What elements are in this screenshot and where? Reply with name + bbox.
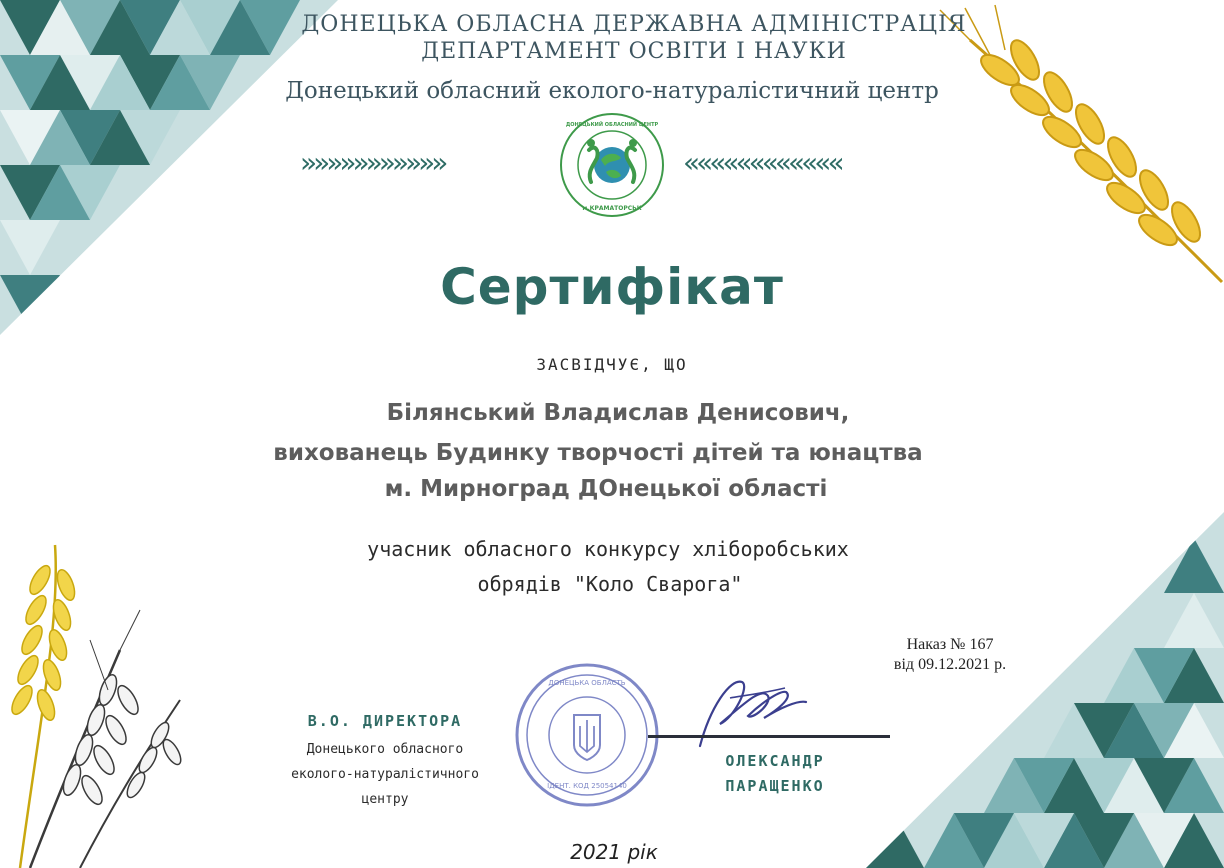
signature-line <box>648 735 890 738</box>
center-logo-icon <box>551 110 673 220</box>
decorative-arrows-left: »»»»»»»»»»» <box>300 146 445 179</box>
center-name: Донецький обласний еколого-натуралістичний центр <box>285 78 939 104</box>
recipient-affiliation: вихованець Будинку творчості дітей та юнацтва <box>273 440 923 466</box>
director-org-line-1: Донецького обласного <box>306 742 464 757</box>
department-line: ДЕПАРТАМЕНТ ОСВІТИ І НАУКИ <box>421 39 847 64</box>
certifies-line: ЗАСВІДЧУЄ, ЩО <box>536 355 688 374</box>
certificate-title: Сертифікат <box>440 258 784 316</box>
recipient-city: м. Мирноград ДОнецької області <box>384 476 828 502</box>
svg-text:м.КРАМАТОРСЬК: м.КРАМАТОРСЬК <box>582 205 642 212</box>
decorative-arrows-right: «««««««««««« <box>683 146 841 179</box>
participation-line-2: обрядів "Коло Сварога" <box>477 572 743 596</box>
recipient-name: Білянський Владислав Денисович, <box>386 400 850 426</box>
certificate-year: 2021 рік <box>570 840 658 864</box>
svg-text:ІДЕНТ. КОД 25054140: ІДЕНТ. КОД 25054140 <box>547 782 627 790</box>
administration-line: ДОНЕЦЬКА ОБЛАСНА ДЕРЖАВНА АДМІНІСТРАЦІЯ <box>301 12 967 37</box>
official-seal-icon <box>512 660 662 810</box>
director-org-line-2: еколого-натуралістичного <box>291 767 479 782</box>
signer-last-name: ПАРАЩЕНКО <box>725 777 825 795</box>
signer-first-name: ОЛЕКСАНДР <box>725 752 825 770</box>
participation-line-1: учасник обласного конкурсу хліборобських <box>367 537 849 561</box>
order-date: від 09.12.2021 р. <box>893 656 1007 673</box>
svg-text:ДОНЕЦЬКИЙ ОБЛАСНИЙ ЦЕНТР: ДОНЕЦЬКИЙ ОБЛАСНИЙ ЦЕНТР <box>565 122 659 128</box>
order-number: Наказ № 167 <box>906 636 994 653</box>
director-role: В.О. ДИРЕКТОРА <box>307 712 463 730</box>
director-org-line-3: центру <box>361 792 409 807</box>
svg-text:ДОНЕЦЬКА ОБЛАСТЬ: ДОНЕЦЬКА ОБЛАСТЬ <box>548 679 626 687</box>
